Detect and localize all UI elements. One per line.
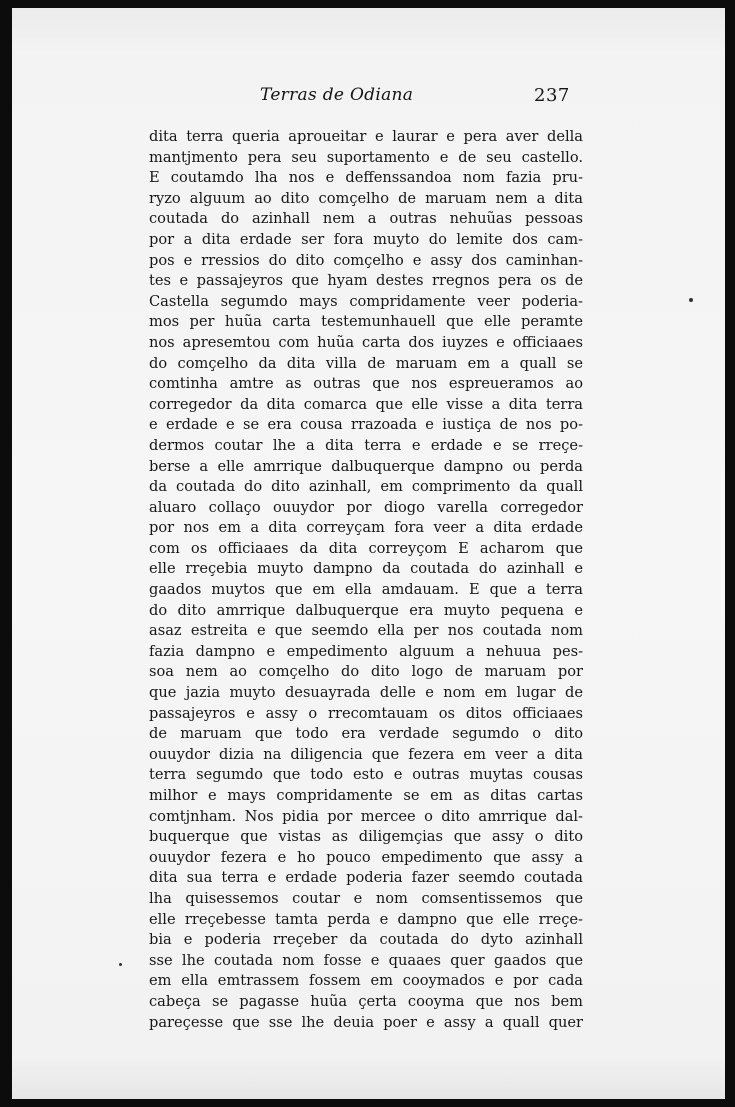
text-line: coutada do azinhall nem a outras nehuũas pessoas bbox=[149, 210, 583, 228]
text-line: de maruam que todo era verdade segumdo o dito bbox=[149, 725, 583, 743]
text-line: dermos coutar lhe a dita terra e erdade e se rreçe- bbox=[149, 436, 583, 454]
text-line: berse a elle amrrique dalbuquerque dampno ou perda bbox=[149, 457, 583, 475]
text-line: mantjmento pera seu suportamento e de seu castello. bbox=[149, 148, 583, 166]
text-line: lha quisessemos coutar e nom comsentissemos que bbox=[149, 889, 583, 907]
text-line: que jazia muyto desuayrada delle e nom em lugar de bbox=[149, 684, 583, 702]
text-line: soa nem ao comçelho do dito logo de maruam por bbox=[149, 663, 583, 681]
text-line: comtinha amtre as outras que nos espreueramos ao bbox=[149, 375, 583, 393]
book-page bbox=[12, 8, 725, 1099]
text-line: da coutada do dito azinhall, em comprimento da quall bbox=[149, 478, 583, 496]
text-line: sse lhe coutada nom fosse e quaaes quer gaados que bbox=[149, 951, 583, 969]
text-line: e erdade e se era cousa rrazoada e iustiça de nos po- bbox=[149, 416, 583, 434]
text-line: por nos em a dita correyçam fora veer a dita erdade bbox=[149, 519, 583, 537]
text-line: passajeyros e assy o rrecomtauam os ditos officiaaes bbox=[149, 704, 583, 722]
body-text bbox=[149, 127, 583, 1033]
text-line: dita terra queria aproueitar e laurar e pera aver della bbox=[149, 128, 583, 145]
text-line: mos per huũa carta testemunhauell que elle peramte bbox=[149, 313, 583, 331]
text-line: comtjnham. Nos pidia por mercee o dito amrrique dal- bbox=[149, 807, 583, 825]
ink-speck bbox=[689, 298, 693, 302]
text-line: do comçelho da dita villa de maruam em a quall se bbox=[149, 354, 583, 372]
text-line: asaz estreita e que seemdo ella per nos coutada nom bbox=[149, 622, 583, 640]
text-line: bia e poderia rreçeber da coutada do dyto azinhall bbox=[149, 931, 583, 949]
text-line: tes e passajeyros que hyam destes rregnos pera os de bbox=[149, 272, 583, 290]
text-line: Castella segumdo mays compridamente veer poderia- bbox=[149, 292, 583, 310]
text-line: ouuydor fezera e ho pouco empedimento que assy a bbox=[149, 848, 583, 866]
page-number: 237 bbox=[534, 85, 570, 106]
text-line: elle rreçebesse tamta perda e dampno que elle rreçe- bbox=[149, 910, 583, 928]
text-line: ouuydor dizia na diligencia que fezera em veer a dita bbox=[149, 745, 583, 763]
running-title: Terras de Odiana bbox=[260, 85, 414, 105]
text-line: nos apresemtou com huũa carta dos iuyzes e officiaaes bbox=[149, 333, 583, 351]
text-line: milhor e mays compridamente se em as ditas cartas bbox=[149, 787, 583, 804]
text-line: aluaro collaço ouuydor por diogo varella corregedor bbox=[149, 498, 583, 516]
text-line: por a dita erdade ser fora muyto do lemite dos cam- bbox=[149, 230, 583, 248]
text-line: elle rreçebia muyto dampno da coutada do azinhall e bbox=[149, 560, 583, 578]
text-line: com os officiaaes da dita correyçom E acharom que bbox=[149, 539, 583, 557]
text-line: pareçesse que sse lhe deuia poer e assy a quall quer bbox=[149, 1013, 583, 1031]
page-header bbox=[12, 85, 725, 111]
text-line: terra segumdo que todo esto e outras muytas cousas bbox=[149, 766, 583, 784]
ink-speck bbox=[119, 963, 122, 966]
text-line: cabeça se pagasse huũa çerta cooyma que nos bem bbox=[149, 992, 583, 1010]
text-line: dita sua terra e erdade poderia fazer seemdo coutada bbox=[149, 869, 583, 887]
text-line: gaados muytos que em ella amdauam. E que a terra bbox=[149, 581, 583, 599]
text-line: buquerque que vistas as diligemçias que assy o dito bbox=[149, 828, 583, 846]
text-line: pos e rressios do dito comçelho e assy dos caminhan- bbox=[149, 251, 583, 269]
text-line: em ella emtrassem fossem em cooymados e por cada bbox=[149, 972, 583, 990]
text-line: fazia dampno e empedimento alguum a nehuua pes- bbox=[149, 642, 583, 660]
text-line: do dito amrrique dalbuquerque era muyto pequena e bbox=[149, 601, 583, 619]
text-line: E coutamdo lha nos e deffenssandoa nom fazia pru- bbox=[149, 169, 583, 187]
text-line: ryzo alguum ao dito comçelho de maruam nem a dita bbox=[149, 189, 583, 207]
text-line: corregedor da dita comarca que elle visse a dita terra bbox=[149, 395, 583, 413]
